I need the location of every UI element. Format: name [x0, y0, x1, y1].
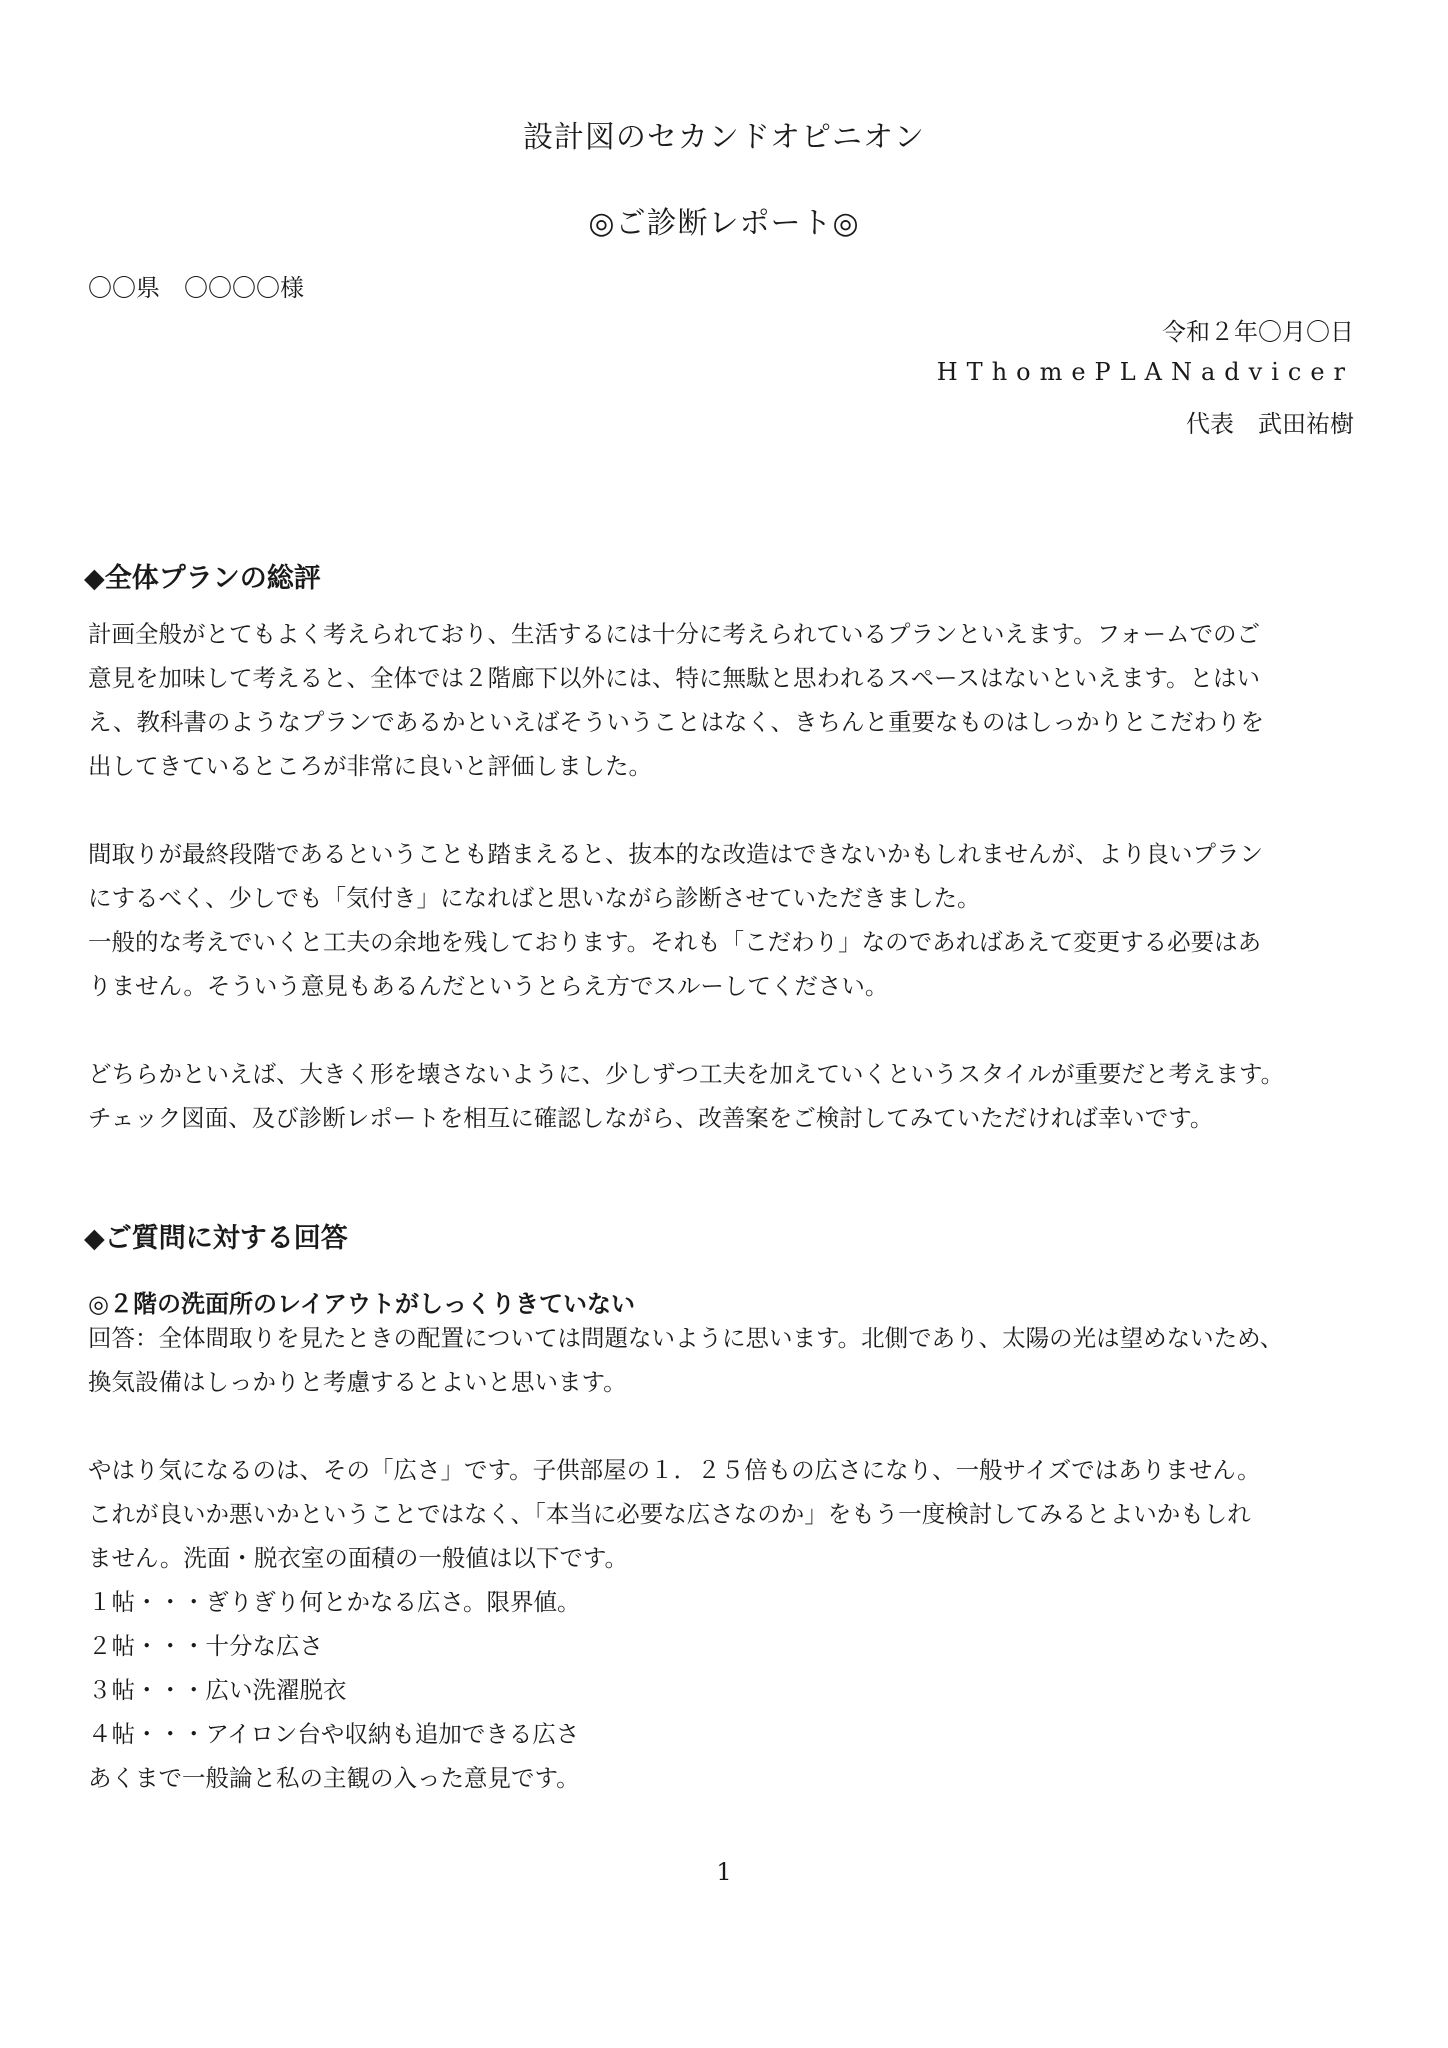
text-line: りません。そういう意見もあるんだというとらえ方でスルーしてください。	[88, 972, 889, 1000]
company-name: HThomePLANadvicer	[936, 358, 1354, 386]
question-heading: ◎２階の洗面所のレイアウトがしっくりきていない	[88, 1290, 636, 1318]
text-line: ません。洗面・脱衣室の面積の一般値は以下です。	[88, 1544, 629, 1572]
overall-paragraph-2	[88, 832, 1368, 1008]
list-item: ２帖・・・十分な広さ	[88, 1632, 323, 1660]
document-subtitle: ◎ご診断レポート◎	[588, 206, 860, 241]
overall-paragraph-1	[88, 612, 1368, 788]
list-item: ４帖・・・アイロン台や収納も追加できる広さ	[88, 1720, 580, 1748]
recipient: 〇〇県 〇〇〇〇様	[88, 274, 304, 302]
text-line: どちらかといえば、大きく形を壊さないように、少しずつ工夫を加えていくというスタイルが重要だと考えます。	[88, 1060, 1285, 1088]
page-number: 1	[716, 1858, 732, 1886]
text-line: やはり気になるのは、その「広さ」です。子供部屋の１．２５倍もの広さになり、一般サイズではありません。	[88, 1456, 1261, 1484]
text-line: 一般的な考えでいくと工夫の余地を残しております。それも「こだわり」なのであればあえて変更する必要はあ	[88, 928, 1262, 956]
text-line: 換気設備はしっかりと考慮するとよいと思います。	[88, 1368, 627, 1396]
text-line: チェック図面、及び診断レポートを相互に確認しながら、改善案をご検討してみていただければ幸いです。	[88, 1104, 1214, 1132]
document-title: 設計図のセカンドオピニオン	[522, 120, 926, 155]
answer-paragraph-2	[88, 1448, 1368, 1800]
text-line: 意見を加味して考えると、全体では２階廊下以外には、特に無駄と思われるスペースはないといえます。とはい	[88, 664, 1260, 692]
text-line: 計画全般がとてもよく考えられており、生活するには十分に考えられているプランといえます。フォームでのご	[88, 620, 1260, 648]
answer-paragraph-1	[88, 1316, 1368, 1404]
section-heading-overall: ◆全体プランの総評	[84, 563, 321, 594]
text-line: 間取りが最終段階であるということも踏まえると、抜本的な改造はできないかもしれませんが、より良いプラン	[88, 840, 1263, 868]
text-line: 出してきているところが非常に良いと評価しました。	[88, 752, 652, 780]
text-line: にするべく、少しでも「気付き」になればと思いながら診断させていただきました。	[88, 884, 981, 912]
section-heading-qa: ◆ご質問に対する回答	[84, 1223, 348, 1254]
overall-paragraph-3	[88, 1052, 1368, 1140]
text-line: え、教科書のようなプランであるかといえばそういうことはなく、きちんと重要なものはしっかりとこだわりを	[88, 708, 1264, 736]
text-line: 回答：全体間取りを見たときの配置については問題ないように思います。北側であり、太陽の光は望めないため、	[88, 1324, 1284, 1352]
text-line: これが良いか悪いかということではなく、「本当に必要な広さなのか」をもう一度検討してみるとよいかもしれ	[88, 1500, 1251, 1528]
text-line: あくまで一般論と私の主観の入った意見です。	[88, 1764, 580, 1792]
representative: 代表 武田祐樹	[1186, 410, 1354, 438]
list-item: ３帖・・・広い洗濯脱衣	[88, 1676, 347, 1704]
list-item: １帖・・・ぎりぎり何とかなる広さ。限界値。	[88, 1588, 581, 1616]
date: 令和２年〇月〇日	[1162, 318, 1354, 346]
